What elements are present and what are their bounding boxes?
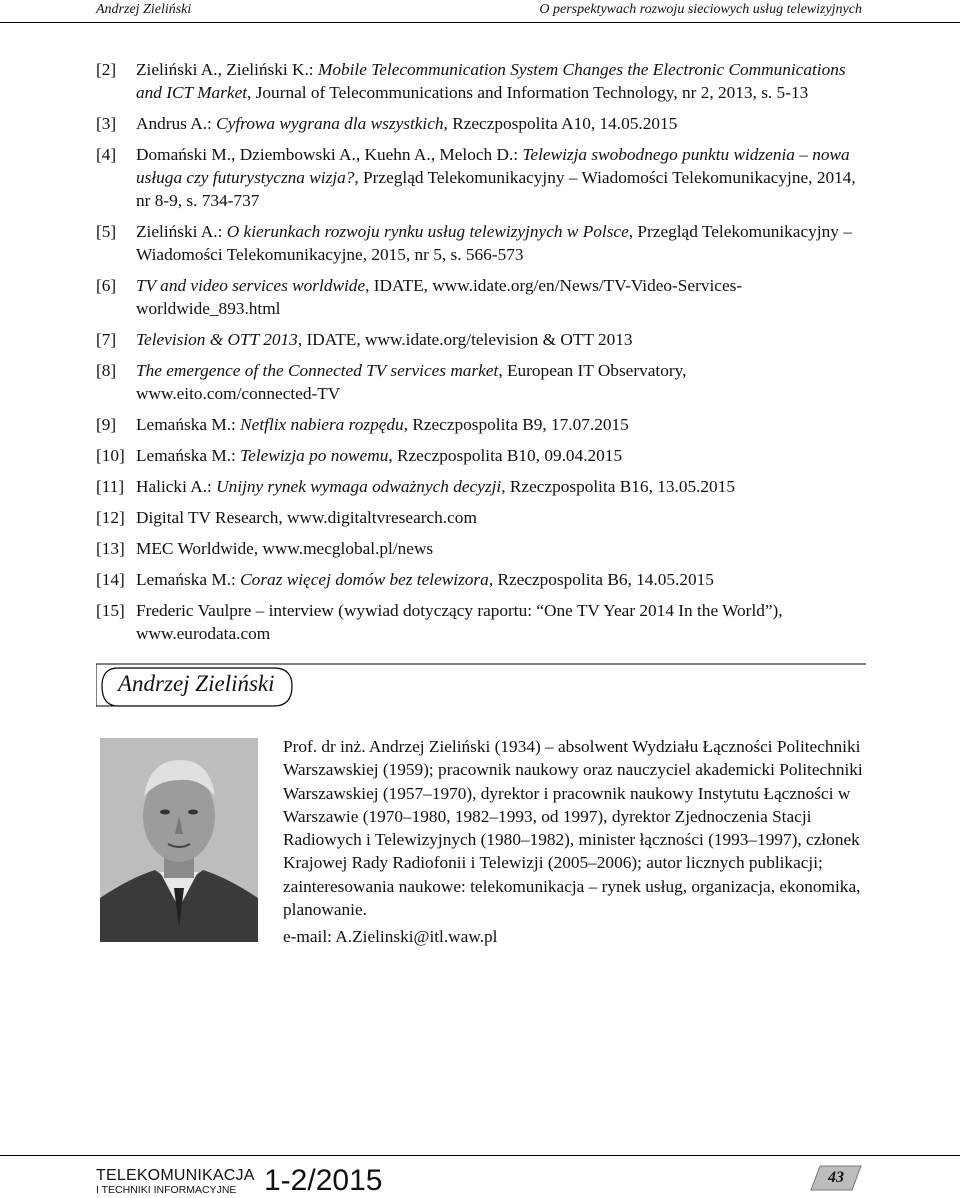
reference-text	[136, 330, 633, 349]
reference-text	[136, 539, 433, 558]
reference-italic: O kierunkach rozwoju rynku usług telewizyjnych w Polsce	[226, 222, 629, 241]
reference-item	[96, 328, 862, 351]
issue-number: 1-2/2015	[264, 1164, 383, 1197]
reference-item	[96, 568, 862, 591]
reference-text	[136, 361, 686, 403]
reference-text	[136, 145, 856, 210]
reference-post: , Rzeczpospolita B9, 17.07.2015	[403, 415, 629, 434]
reference-pre: Domański M., Dziembowski A., Kuehn A., Meloch D.:	[136, 145, 523, 164]
reference-number: [12]	[96, 508, 125, 527]
reference-item	[96, 359, 862, 405]
reference-list	[96, 58, 862, 653]
reference-item	[96, 274, 862, 320]
reference-item	[96, 599, 862, 645]
reference-pre: Zieliński A., Zieliński K.:	[136, 60, 318, 79]
header-title: O perspektywach rozwoju sieciowych usług telewizyjnych	[539, 2, 862, 17]
reference-text	[136, 570, 714, 589]
reference-number: [9]	[96, 415, 117, 434]
reference-number: [5]	[96, 222, 117, 241]
author-photo	[100, 738, 258, 942]
reference-item	[96, 112, 862, 135]
reference-italic: Television & OTT 2013	[136, 330, 298, 349]
reference-item	[96, 58, 862, 104]
reference-pre: Lemańska M.:	[136, 446, 241, 465]
footer-rule	[0, 1155, 960, 1156]
reference-text	[136, 446, 622, 465]
page-number-badge	[810, 1165, 862, 1191]
reference-post: , European IT Observatory, www.eito.com/connected-TV	[136, 361, 687, 403]
reference-italic: Coraz więcej domów bez telewizora	[240, 570, 489, 589]
reference-text	[136, 114, 677, 133]
header-rule	[0, 22, 960, 23]
reference-number: [4]	[96, 145, 117, 164]
reference-text	[136, 477, 735, 496]
reference-item	[96, 537, 862, 560]
reference-pre: Lemańska M.:	[136, 415, 241, 434]
reference-pre: Lemańska M.:	[136, 570, 241, 589]
page-footer	[0, 1155, 960, 1198]
reference-item	[96, 506, 862, 529]
reference-item	[96, 475, 862, 498]
reference-post: , Rzeczpospolita B6, 14.05.2015	[488, 570, 714, 589]
reference-number: [13]	[96, 539, 125, 558]
header-author: Andrzej Zieliński	[96, 2, 192, 17]
reference-italic: Netflix nabiera rozpędu	[240, 415, 404, 434]
running-header	[0, 0, 960, 26]
reference-item	[96, 413, 862, 436]
reference-italic: Telewizja po nowemu	[240, 446, 389, 465]
reference-post: , IDATE, www.idate.org/television & OTT 2013	[297, 330, 633, 349]
reference-post: , Rzeczpospolita B16, 13.05.2015	[501, 477, 735, 496]
reference-post: , IDATE, www.idate.org/en/News/TV-Video-Services-worldwide_893.html	[136, 276, 743, 318]
reference-text	[136, 415, 629, 434]
reference-pre: Frederic Vaulpre – interview (wywiad dotyczący raportu: “One TV Year 2014 In the World”), www.eurodata.com	[136, 601, 783, 643]
reference-item	[96, 444, 862, 467]
reference-post: , Rzeczpospolita B10, 09.04.2015	[388, 446, 623, 465]
reference-number: [11]	[96, 477, 125, 496]
reference-pre: Andrus A.:	[136, 114, 217, 133]
reference-number: [10]	[96, 446, 125, 465]
reference-text	[136, 222, 852, 264]
reference-italic: Unijny rynek wymaga odważnych decyzji	[216, 477, 502, 496]
reference-number: [2]	[96, 60, 117, 79]
reference-number: [7]	[96, 330, 117, 349]
reference-italic: Mobile Telecommunication System Changes the Electronic Communications and ICT Market	[136, 60, 846, 102]
reference-italic: TV and video services worldwide	[136, 276, 366, 295]
reference-text	[136, 60, 846, 102]
reference-post: , Przegląd Telekomunikacyjny – Wiadomości Telekomunikacyjne, 2015, nr 5, s. 566-573	[136, 222, 852, 264]
author-bio: Prof. dr inż. Andrzej Zieliński (1934) – absolwent Wydziału Łączności Politechniki Warszawskiej (1959); pracownik naukowy oraz nauczyciel akademicki Politechniki Warszawskiej (1957–1970), dyrektor i pracownik naukowy Instytutu Łączności w Warszawie (1970–1980, 1982–1993, od 1997), dyrektor Zjednoczenia Stacji Radiowych i Telewizyjnych (1980–1982), minister łączności (1993–1997), członek Krajowej Rady Radiofonii i Telewizji (2005–2006); autor licznych publikacji; zainteresowania naukowe: telekomunikacja – rynek usług, organizacja, ekonomika, planowanie.	[283, 737, 863, 920]
reference-pre: MEC Worldwide, www.mecglobal.pl/news	[136, 539, 434, 558]
reference-number: [14]	[96, 570, 125, 589]
reference-post: , Journal of Telecommunications and Information Technology, nr 2, 2013, s. 5-13	[247, 83, 809, 102]
reference-number: [6]	[96, 276, 117, 295]
reference-pre: Halicki A.:	[136, 477, 217, 496]
author-heading-box	[96, 662, 866, 710]
reference-item	[96, 220, 862, 266]
reference-italic: Cyfrowa wygrana dla wszystkich	[216, 114, 444, 133]
journal-name: TELEKOMUNIKACJA	[96, 1167, 255, 1184]
reference-text	[136, 508, 477, 527]
reference-number: [8]	[96, 361, 117, 380]
reference-italic: Telewizja swobodnego punktu widzenia – nowa usługa czy futurystyczna wizja?	[136, 145, 850, 187]
reference-pre: Digital TV Research, www.digitaltvresearch.com	[136, 508, 477, 527]
page-number: 43	[828, 1169, 844, 1186]
reference-item	[96, 143, 862, 212]
reference-number: [3]	[96, 114, 117, 133]
reference-text	[136, 276, 742, 318]
journal-subtitle: I TECHNIKI INFORMACYJNE	[96, 1184, 237, 1196]
author-name: Andrzej Zieliński	[118, 671, 275, 696]
reference-number: [15]	[96, 601, 125, 620]
reference-post: , Rzeczpospolita A10, 14.05.2015	[443, 114, 678, 133]
reference-text	[136, 601, 783, 643]
reference-post: , Przegląd Telekomunikacyjny – Wiadomości Telekomunikacyjne, 2014, nr 8-9, s. 734-737	[136, 168, 856, 210]
reference-pre: Zieliński A.:	[136, 222, 227, 241]
reference-italic: The emergence of the Connected TV services market	[136, 361, 499, 380]
author-email: e-mail: A.Zielinski@itl.waw.pl	[283, 927, 498, 946]
